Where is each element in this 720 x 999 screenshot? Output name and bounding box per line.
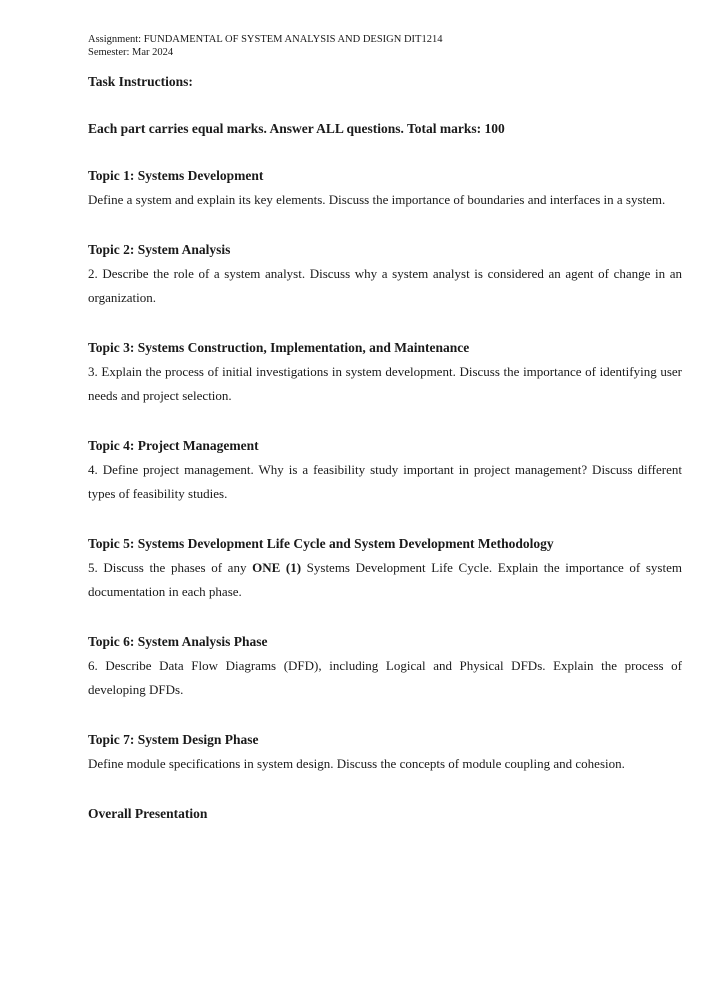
topic-1 <box>88 167 682 212</box>
topic-question: 6. Describe Data Flow Diagrams (DFD), including Logical and Physical DFDs. Explain the process of developing DFDs. <box>88 658 682 697</box>
topic-question: 4. Define project management. Why is a feasibility study important in project management? Discuss different types of feasibility studies. <box>88 462 682 501</box>
topic-title: Topic 3: Systems Construction, Implementation, and Maintenance <box>88 340 470 355</box>
topic-3 <box>88 339 682 408</box>
topic-7 <box>88 731 682 776</box>
question-text-suffix: Systems Development Life Cycle. Explain the importance of system documentation in each phase. <box>88 560 682 599</box>
topic-question: Define a system and explain its key elements. Discuss the importance of boundaries and interfaces in a system. <box>88 192 666 207</box>
task-instructions-heading: Task Instructions: <box>88 74 193 89</box>
topic-6 <box>88 633 682 702</box>
topic-title: Topic 7: System Design Phase <box>88 732 259 747</box>
overall-presentation-heading: Overall Presentation <box>88 806 208 821</box>
topic-5 <box>88 535 682 604</box>
topic-title: Topic 5: Systems Development Life Cycle and System Development Methodology <box>88 536 554 551</box>
topic-question: 2. Describe the role of a system analyst. Discuss why a system analyst is considered an agent of change in an organization. <box>88 266 682 305</box>
topic-question: 3. Explain the process of initial investigations in system development. Discuss the importance of identifying user needs and project selection. <box>88 364 682 403</box>
topic-2 <box>88 241 682 310</box>
assignment-header: Assignment: FUNDAMENTAL OF SYSTEM ANALYSIS AND DESIGN DIT1214 <box>88 34 443 45</box>
document-page <box>88 33 682 823</box>
topic-title: Topic 6: System Analysis Phase <box>88 634 268 649</box>
topic-title: Topic 4: Project Management <box>88 438 259 453</box>
topic-question: Define module specifications in system design. Discuss the concepts of module coupling and cohesion. <box>88 756 625 771</box>
marks-instruction: Each part carries equal marks. Answer ALL questions. Total marks: 100 <box>88 121 505 136</box>
semester-header: Semester: Mar 2024 <box>88 47 174 58</box>
topic-title: Topic 2: System Analysis <box>88 242 231 257</box>
topic-question <box>88 556 682 604</box>
topic-4 <box>88 437 682 506</box>
question-emphasis: ONE (1) <box>252 560 302 575</box>
topic-title: Topic 1: Systems Development <box>88 168 264 183</box>
question-text-prefix: 5. Discuss the phases of any <box>88 560 253 575</box>
